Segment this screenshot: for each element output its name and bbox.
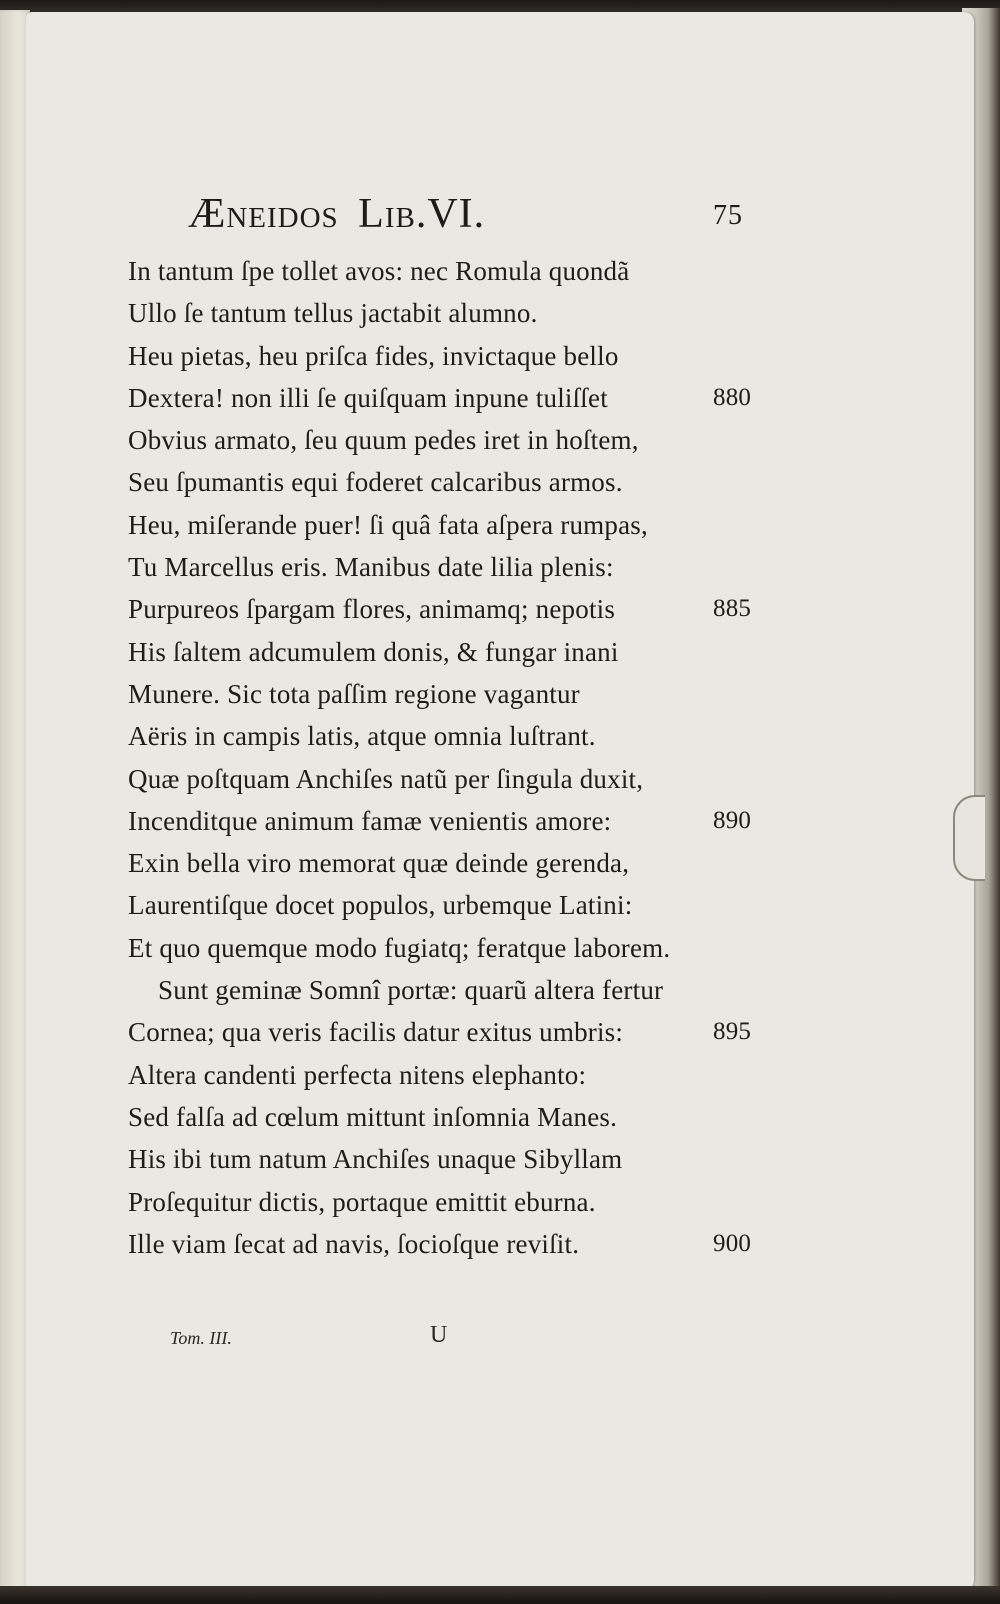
- verse-text: Sunt geminæ Somnî portæ: quarũ altera fertur: [158, 975, 664, 1006]
- verse-text: Laurentiſque docet populos, urbemque Latini:: [128, 890, 633, 921]
- verse-text: Dextera! non illi ſe quiſquam inpune tuliſſet: [128, 382, 608, 413]
- verse-text: Munere. Sic tota paſſim regione vagantur: [128, 678, 580, 709]
- verse-text: His ſaltem adcumulem donis, & fungar inani: [128, 636, 619, 667]
- verse-line: [128, 631, 788, 673]
- verse-line: [128, 969, 788, 1011]
- running-header: [188, 182, 768, 242]
- signature-mark: U: [430, 1322, 448, 1348]
- verse-text: Heu, miſerande puer! ſi quâ fata aſpera rumpas,: [128, 509, 648, 540]
- verse-line: [128, 419, 788, 461]
- volume-mark: Tom. III.: [170, 1328, 232, 1348]
- book-cover-bottom: [0, 1586, 1000, 1604]
- verse-line: [128, 377, 788, 419]
- verse-line: [128, 1138, 788, 1180]
- verse-text: Seu ſpumantis equi foderet calcaribus armos.: [128, 467, 623, 498]
- verse-text: Altera candenti perfecta nitens elephanto:: [128, 1059, 587, 1090]
- verse-line: [128, 1054, 788, 1096]
- line-number: 890: [713, 806, 752, 834]
- verse-line: [128, 335, 788, 377]
- verse-line: [128, 715, 788, 757]
- verse-text: Sed falſa ad cœlum mittunt inſomnia Manes.: [128, 1101, 618, 1132]
- page-tab-mark: [953, 795, 985, 881]
- verse-line: [128, 461, 788, 503]
- line-number: 900: [713, 1229, 752, 1257]
- verse-line: [128, 673, 788, 715]
- verse-text: Tu Marcellus eris. Manibus date lilia plenis:: [128, 552, 614, 583]
- verse-text: Purpureos ſpargam flores, animamq; nepotis: [128, 594, 616, 625]
- verse-line: [128, 292, 788, 334]
- verse-line: [128, 546, 788, 588]
- verse-line: [128, 588, 788, 630]
- verse-text: Incenditque animum famæ venientis amore:: [128, 805, 612, 836]
- running-title: Æneidos Lib.VI.: [188, 191, 486, 237]
- verse-line: [128, 1096, 788, 1138]
- verse-text: Exin bella viro memorat quæ deinde gerenda,: [128, 848, 630, 879]
- verse-line: [128, 504, 788, 546]
- verse-text: Proſequitur dictis, portaque emittit eburna.: [128, 1186, 596, 1217]
- verse-text: Cornea; qua veris facilis datur exitus umbris:: [128, 1017, 624, 1048]
- verse-line: [128, 842, 788, 884]
- line-number: 885: [713, 595, 752, 623]
- verse-text: In tantum ſpe tollet avos: nec Romula quondã: [128, 256, 630, 286]
- verse-text: Quæ poſtquam Anchiſes natũ per ſingula duxit,: [128, 763, 644, 794]
- page-footer: [170, 1322, 570, 1362]
- verse-line: [128, 884, 788, 926]
- verse-text: Obvius armato, ſeu quum pedes iret in hoſtem,: [128, 425, 639, 456]
- verse-line: [128, 758, 788, 800]
- verse-text: Heu pietas, heu priſca fides, invictaque bello: [128, 340, 619, 371]
- verse-line: [128, 1011, 788, 1053]
- verse-text: His ibi tum natum Anchiſes unaque Sibyllam: [128, 1144, 623, 1175]
- verse-line: [128, 1223, 788, 1265]
- line-number: 895: [713, 1018, 752, 1046]
- verse-line: [128, 1181, 788, 1223]
- verse-text: Et quo quemque modo fugiatq; feratque laborem.: [128, 932, 671, 963]
- verse-line: [128, 927, 788, 969]
- verse-block: [128, 250, 788, 1265]
- verse-text: Ille viam ſecat ad navis, ſocioſque reviſit.: [128, 1228, 580, 1259]
- verse-text: Aëris in campis latis, atque omnia luſtrant.: [128, 721, 596, 752]
- line-number: 880: [713, 383, 752, 411]
- verse-line: [128, 250, 788, 292]
- verse-line: [128, 800, 788, 842]
- page-number: 75: [713, 200, 743, 231]
- verse-text: Ullo ſe tantum tellus jactabit alumno.: [128, 298, 538, 329]
